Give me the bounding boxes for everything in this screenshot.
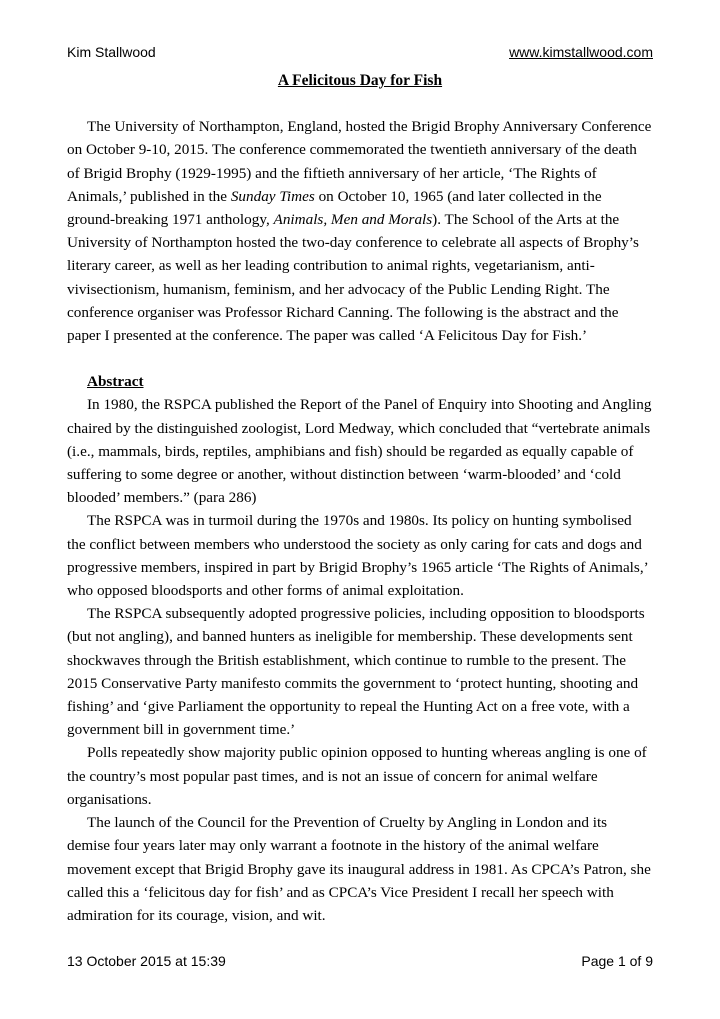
- abstract-paragraph-3: The RSPCA subsequently adopted progressive policies, including opposition to bloodsports (but not angling), and banned hunters as ineligible for membership. These developments sent shockwaves through the British establishment, which continue to rumble to the present. The 2015 Conservative Party manifesto commits the government to ‘protect hunting, shooting and fishing’ and ‘give Parliament the opportunity to repeal the Hunting Act on a free vote, with a government bill in government time.’: [67, 605, 645, 739]
- page-footer: [67, 953, 653, 969]
- abstract-paragraph-5: The launch of the Council for the Prevention of Cruelty by Angling in London and its demise four years later may only warrant a footnote in the history of the animal welfare movement except that Brigid Brophy gave its inaugural address in 1981. As CPCA’s Patron, she called this a ‘felicitous day for fish’ and as CPCA’s Vice President I recall her speech with admiration for its courage, vision, and wit.: [67, 814, 651, 924]
- intro-italic-sunday-times: Sunday Times: [230, 187, 315, 205]
- intro-italic-anthology: Animals, Men and Morals: [273, 211, 433, 229]
- footer-page-number: Page 1 of 9: [581, 953, 653, 969]
- intro-paragraph: [67, 115, 653, 347]
- header-website-link[interactable]: www.kimstallwood.com: [509, 44, 653, 60]
- footer-timestamp: 13 October 2015 at 15:39: [67, 953, 226, 969]
- document-title: A Felicitous Day for Fish: [277, 72, 443, 89]
- intro-text-3: ). The School of the Arts at the University of Northampton hosted the two-day conference to celebrate all aspects of Brophy’s literary career, as well as her leading contribution to animal rights, vegetarianism, anti-vivisectionism, humanism, feminism, and her advocacy of the Public Lending Right. The conference organiser was Professor Richard Canning. The following is the abstract and the paper I presented at the conference. The paper was called ‘A Felicitous Day for Fish.’: [67, 211, 639, 345]
- abstract-paragraph-2: The RSPCA was in turmoil during the 1970s and 1980s. Its policy on hunting symbolised the conflict between members who understood the society as only caring for cats and dogs and progressive members, inspired in part by Brigid Brophy’s 1965 article ‘The Rights of Animals,’ who opposed bloodsports and other forms of animal exploitation.: [67, 512, 648, 600]
- abstract-paragraph-4: Polls repeatedly show majority public opinion opposed to hunting whereas angling is one of the country’s most popular past times, and is not an issue of concern for animal welfare organisations.: [67, 744, 647, 808]
- document-body: [67, 69, 653, 927]
- abstract-heading: Abstract: [87, 373, 144, 391]
- header-author: Kim Stallwood: [67, 44, 156, 60]
- intro-text-1: The University of Northampton, England, hosted the Brigid Brophy Anniversary Conference on October 9-10, 2015. The conference commemorated the twentieth anniversary of the death of Brigid Brophy (1929-1995) and the fiftieth anniversary of her article, ‘The Rights of Animals,’ published in the: [67, 118, 652, 205]
- abstract-paragraph-1: In 1980, the RSPCA published the Report of the Panel of Enquiry into Shooting and Angling chaired by the distinguished zoologist, Lord Medway, which concluded that “vertebrate animals (i.e., mammals, birds, reptiles, amphibians and fish) should be regarded as equally capable of suffering to some degree or another, without distinction between ‘warm-blooded’ and ‘cold blooded’ members.” (para 286): [67, 396, 652, 507]
- page-header: [67, 44, 653, 60]
- intro-text-2: on October 10, 1965 (and later collected in the ground-breaking 1971 anthology,: [67, 187, 602, 229]
